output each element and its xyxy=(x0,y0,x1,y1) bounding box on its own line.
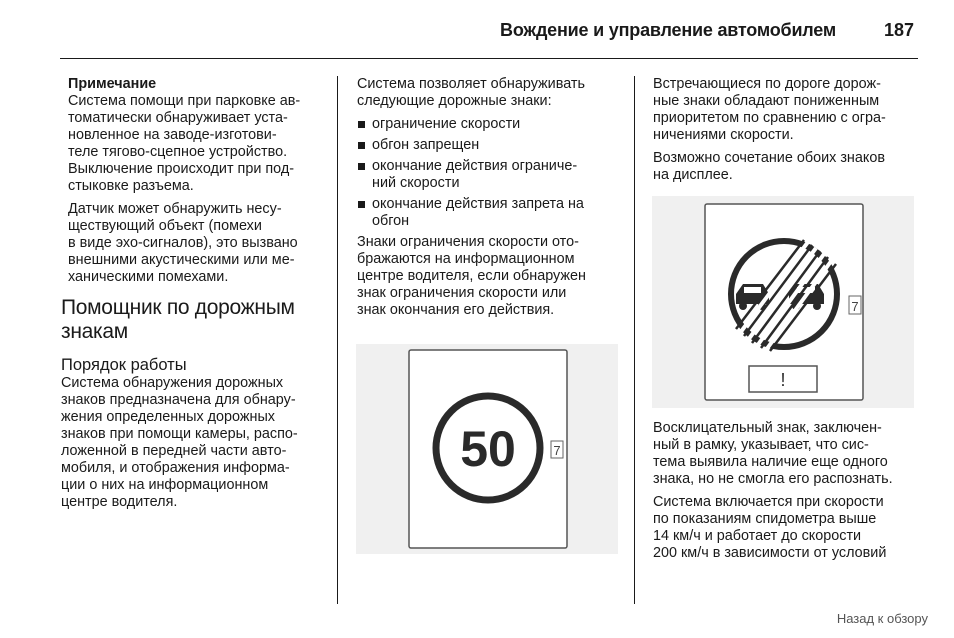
text-line: знаков при помощи камеры, распо- xyxy=(61,426,298,442)
text-line: на дисплее. xyxy=(653,167,733,183)
exclamation-icon: ! xyxy=(780,370,786,390)
text-line: обгон запрещен xyxy=(372,137,480,153)
text-line: ограничение скорости xyxy=(372,116,521,132)
text-line: Встречающиеся по дороге дорож- xyxy=(653,76,881,92)
exclamation-paragraph xyxy=(653,420,923,488)
page-header-title: Вождение и управление автомобилем xyxy=(500,20,836,40)
column-3 xyxy=(653,76,923,190)
list-item xyxy=(357,196,619,230)
end-no-overtaking-display-svg xyxy=(652,196,914,408)
column-divider-1 xyxy=(337,76,338,604)
list-item xyxy=(357,137,619,154)
text-line: внешними акустическими или ме- xyxy=(68,252,295,268)
text-line: следующие дорожные знаки: xyxy=(357,93,552,109)
text-line: знака, но не смогла его распознать. xyxy=(653,471,893,487)
text-line: ции о них на информационном xyxy=(61,477,269,493)
column-2 xyxy=(357,76,619,325)
intro-paragraph xyxy=(357,76,619,110)
body-paragraph xyxy=(61,375,330,511)
text-line: знак ограничения скорости или xyxy=(357,285,567,301)
column-1 xyxy=(61,76,330,517)
text-line: ханическими помехами. xyxy=(68,269,229,285)
text-line: жения определенных дорожных xyxy=(61,409,276,425)
heading-line: Помощник по дорожным xyxy=(61,296,295,319)
header-rule xyxy=(60,58,918,59)
text-line: приоритетом по сравнению с огра- xyxy=(653,110,886,126)
text-line: мобиля, и отображения информа- xyxy=(61,460,290,476)
end-of-no-overtaking-illustration xyxy=(652,196,914,408)
sub-heading: Порядок работы xyxy=(61,356,187,374)
text-line: ний скорости xyxy=(372,175,460,191)
text-line: Система помощи при парковке ав- xyxy=(68,93,301,109)
column-divider-2 xyxy=(634,76,635,604)
text-line: ложенной в передней части авто- xyxy=(61,443,287,459)
text-line: ный в рамку, указывает, что сис- xyxy=(653,437,869,453)
text-line: теле тягово-сцепное устройство. xyxy=(68,144,288,160)
text-line: по показаниям спидометра выше xyxy=(653,511,877,527)
text-line: ные знаки обладают пониженным xyxy=(653,93,880,109)
callout-number: 7 xyxy=(851,299,859,314)
text-line: Восклицательный знак, заключен- xyxy=(653,420,882,436)
section-heading xyxy=(61,296,330,344)
text-line: тема выявила наличие еще одного xyxy=(653,454,888,470)
activation-paragraph xyxy=(653,494,923,562)
text-line: ществующий объект (помехи xyxy=(68,218,262,234)
text-line: 14 км/ч и работает до скорости xyxy=(653,528,862,544)
text-line: ничениями скорости. xyxy=(653,127,794,143)
text-line: Система обнаружения дорожных xyxy=(61,375,284,391)
text-line: центре водителя. xyxy=(61,494,178,510)
text-line: Система включается при скорости xyxy=(653,494,884,510)
column-3-lower xyxy=(653,420,923,568)
note-paragraph xyxy=(68,93,330,195)
priority-paragraph xyxy=(653,76,923,144)
combination-paragraph xyxy=(653,150,923,184)
text-line: в виде эхо-сигналов), это вызвано xyxy=(68,235,298,251)
page-number: 187 xyxy=(883,20,914,40)
text-line: знаков предназначена для обнару- xyxy=(61,392,296,408)
text-line: знак окончания его действия. xyxy=(357,302,555,318)
text-line: Система позволяет обнаруживать xyxy=(357,76,585,92)
text-line: бражаются на информационном xyxy=(357,251,575,267)
speed-limit-illustration xyxy=(356,344,618,554)
text-line: Знаки ограничения скорости ото- xyxy=(357,234,579,250)
text-line: 200 км/ч в зависимости от условий xyxy=(653,545,887,561)
text-line: обгон xyxy=(372,213,410,229)
callout-number: 7 xyxy=(553,443,561,458)
speed-limit-display-svg xyxy=(356,344,618,554)
text-line: Датчик может обнаружить несу- xyxy=(68,201,282,217)
text-line: окончание действия ограниче- xyxy=(372,158,578,174)
sensor-paragraph xyxy=(68,201,330,286)
sign-list xyxy=(357,116,619,230)
text-line: центре водителя, если обнаружен xyxy=(357,268,586,284)
after-paragraph xyxy=(357,234,619,319)
heading-line: знакам xyxy=(61,320,128,343)
text-line: Возможно сочетание обоих знаков xyxy=(653,150,885,166)
text-line: стыковке разъема. xyxy=(68,178,194,194)
list-item xyxy=(357,116,619,133)
note-heading: Примечание xyxy=(68,76,157,92)
back-to-overview-link[interactable]: Назад к обзору xyxy=(836,611,928,626)
text-line: Выключение происходит при под- xyxy=(68,161,295,177)
speed-limit-value: 50 xyxy=(460,421,516,477)
text-line: новленное на заводе-изготови- xyxy=(68,127,277,143)
text-line: окончание действия запрета на xyxy=(372,196,584,212)
text-line: томатически обнаруживает уста- xyxy=(68,110,288,126)
list-item xyxy=(357,158,619,192)
